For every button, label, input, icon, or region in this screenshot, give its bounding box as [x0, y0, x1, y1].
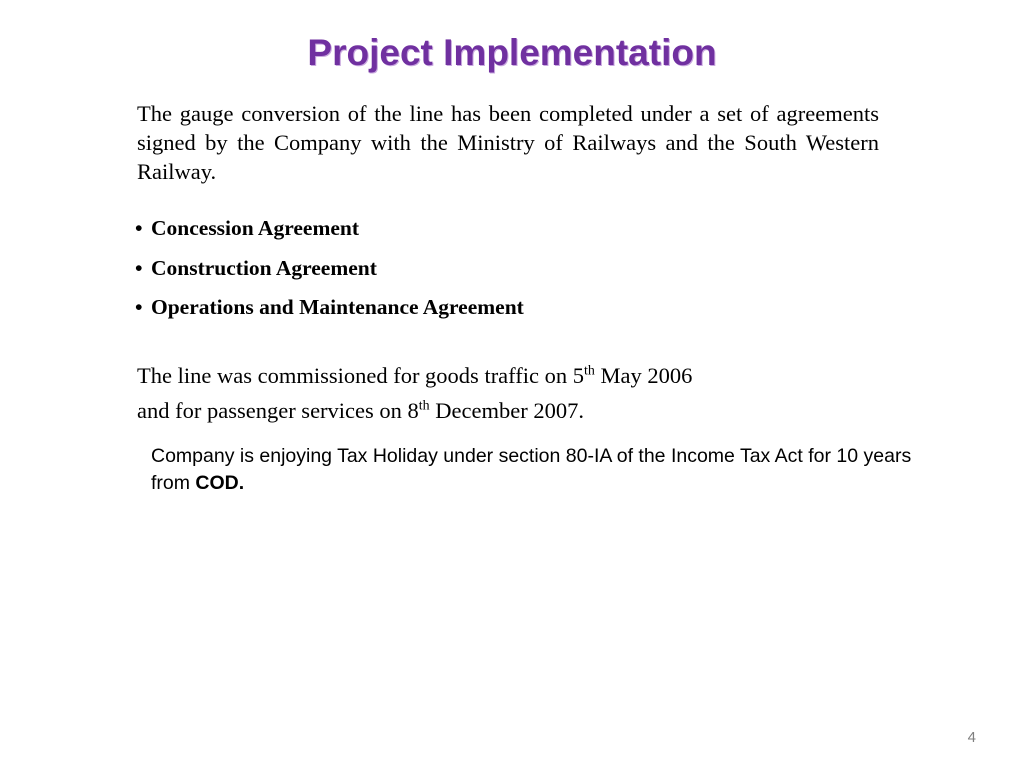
agreements-list — [137, 218, 897, 319]
commissioning-line-1 — [137, 359, 879, 394]
ordinal-suffix: th — [418, 398, 430, 414]
bullet-icon: • — [135, 255, 143, 280]
slide-body — [135, 100, 912, 498]
commissioning-paragraph — [137, 359, 879, 429]
list-item — [135, 255, 897, 280]
tax-holiday-note-emphasis: COD. — [195, 472, 245, 495]
page-number: 4 — [967, 729, 976, 746]
commissioning-line-2 — [137, 394, 879, 429]
list-item-label: Operations and Maintenance Agreement — [151, 295, 524, 320]
page-title: Project Implementation — [307, 32, 717, 73]
tax-holiday-note — [151, 443, 921, 498]
list-item — [135, 218, 897, 240]
ordinal-suffix: th — [584, 363, 595, 379]
commissioning-line-2-text: and for passenger services on 8 — [137, 397, 419, 423]
commissioning-line-1-date: May 2006 — [594, 362, 693, 388]
bullet-icon: • — [135, 216, 143, 241]
list-item-label: Concession Agreement — [151, 216, 360, 241]
commissioning-line-2-date: December 2007. — [429, 397, 584, 423]
bullet-icon: • — [135, 295, 143, 320]
list-item-label: Construction Agreement — [151, 255, 377, 280]
intro-paragraph: The gauge conversion of the line has been completed under a set of agreements signed by the Company with the Ministry of Railways and the South Western Railway. — [137, 101, 879, 184]
commissioning-line-1-text: The line was commissioned for goods traffic on 5 — [137, 362, 584, 388]
tax-holiday-note-text: Company is enjoying Tax Holiday under section 80-IA of the Income Tax Act for 10 years from — [151, 444, 912, 495]
list-item — [135, 297, 897, 319]
